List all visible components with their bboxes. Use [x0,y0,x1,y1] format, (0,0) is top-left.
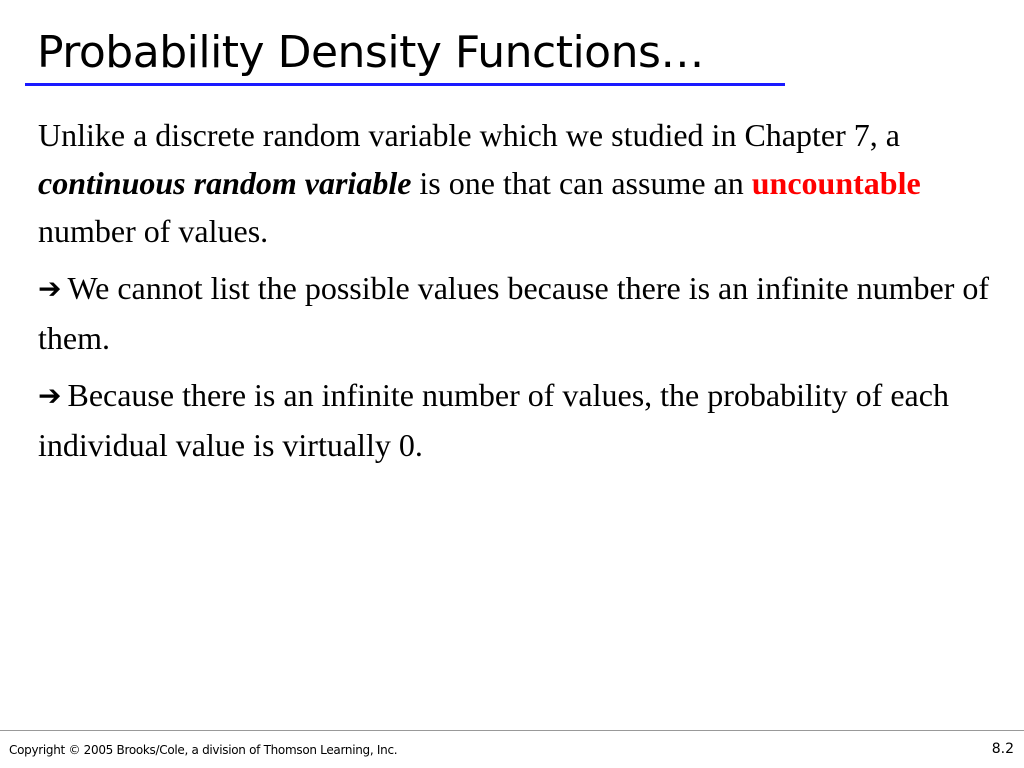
paragraph-text: number of values. [38,213,269,249]
paragraph-text: Unlike a discrete random variable which we studied in Chapter 7, a [38,117,900,153]
highlight-uncountable: uncountable [751,165,921,201]
right-arrow-icon: ➔ [38,379,62,412]
right-arrow-icon: ➔ [38,272,62,305]
page-number: 8.2 [991,741,1014,757]
paragraph-text: Because there is an infinite number of values, the probability of each individual value is virtually 0. [38,377,949,463]
paragraph-continuous-definition [38,111,998,255]
slide-body [38,111,998,478]
footer-divider [0,730,1024,731]
paragraph-text: We cannot list the possible values because there is an infinite number of them. [38,270,990,356]
emphasis-continuous-random-variable: continuous random variable [38,165,412,201]
copyright-notice: Copyright © 2005 Brooks/Cole, a division of Thomson Learning, Inc. [9,743,398,757]
paragraph-text: is one that can assume an [411,165,752,201]
paragraph-cannot-list [38,264,998,362]
slide-title: Probability Density Functions… [37,27,704,78]
title-underline [25,83,785,86]
paragraph-probability-zero [38,371,998,469]
